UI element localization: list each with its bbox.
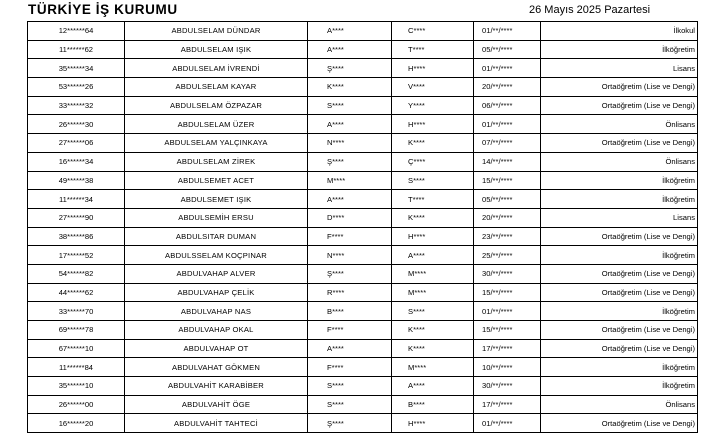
organization-title: TÜRKİYE İŞ KURUMU — [28, 2, 178, 17]
table-row — [28, 339, 698, 358]
education-cell: Lisans — [541, 59, 698, 78]
mother-name-cell: S**** — [392, 302, 474, 321]
education-cell: Ortaöğretim (Lise ve Dengi) — [541, 264, 698, 283]
mother-name-cell: K**** — [392, 339, 474, 358]
table-row — [28, 78, 698, 97]
full-name-cell: ABDULSELAM ZİREK — [125, 152, 308, 171]
mother-name-cell: V**** — [392, 78, 474, 97]
full-name-cell: ABDULSSELAM KOÇPINAR — [125, 246, 308, 265]
father-name-cell: F**** — [308, 321, 392, 340]
table-body — [28, 22, 698, 433]
table-row — [28, 152, 698, 171]
father-name-cell: Ş**** — [308, 264, 392, 283]
education-cell: Ortaöğretim (Lise ve Dengi) — [541, 78, 698, 97]
birth-date-cell: 20/**/**** — [474, 78, 541, 97]
education-cell: İlköğretim — [541, 302, 698, 321]
table-row — [28, 115, 698, 134]
tc-number-cell: 33******32 — [28, 96, 125, 115]
father-name-cell: A**** — [308, 339, 392, 358]
birth-date-cell: 15/**/**** — [474, 321, 541, 340]
full-name-cell: ABDULSELAM YALÇINKAYA — [125, 134, 308, 153]
education-cell: Ortaöğretim (Lise ve Dengi) — [541, 339, 698, 358]
birth-date-cell: 30/**/**** — [474, 264, 541, 283]
full-name-cell: ABDULSELAM ÖZPAZAR — [125, 96, 308, 115]
father-name-cell: N**** — [308, 134, 392, 153]
table-row — [28, 264, 698, 283]
tc-number-cell: 67******10 — [28, 339, 125, 358]
table-row — [28, 227, 698, 246]
father-name-cell: N**** — [308, 246, 392, 265]
table-row — [28, 22, 698, 41]
table-row — [28, 302, 698, 321]
education-cell: İlköğretim — [541, 40, 698, 59]
full-name-cell: ABDULVAHAP ALVER — [125, 264, 308, 283]
full-name-cell: ABDULSITAR DUMAN — [125, 227, 308, 246]
education-cell: Önlisans — [541, 152, 698, 171]
birth-date-cell: 10/**/**** — [474, 358, 541, 377]
father-name-cell: B**** — [308, 302, 392, 321]
tc-number-cell: 26******30 — [28, 115, 125, 134]
mother-name-cell: K**** — [392, 208, 474, 227]
father-name-cell: R**** — [308, 283, 392, 302]
full-name-cell: ABDULSELAM KAYAR — [125, 78, 308, 97]
table-row — [28, 134, 698, 153]
father-name-cell: Ş**** — [308, 414, 392, 433]
table-row — [28, 96, 698, 115]
mother-name-cell: M**** — [392, 358, 474, 377]
birth-date-cell: 17/**/**** — [474, 395, 541, 414]
full-name-cell: ABDULVAHİT KARABİBER — [125, 377, 308, 396]
father-name-cell: S**** — [308, 377, 392, 396]
education-cell: Ortaöğretim (Lise ve Dengi) — [541, 134, 698, 153]
tc-number-cell: 11******84 — [28, 358, 125, 377]
father-name-cell: D**** — [308, 208, 392, 227]
tc-number-cell: 12******64 — [28, 22, 125, 41]
table-row — [28, 171, 698, 190]
table-row — [28, 246, 698, 265]
full-name-cell: ABDULSELAM DÜNDAR — [125, 22, 308, 41]
mother-name-cell: A**** — [392, 246, 474, 265]
birth-date-cell: 20/**/**** — [474, 208, 541, 227]
education-cell: İlköğretim — [541, 171, 698, 190]
education-cell: İlköğretim — [541, 358, 698, 377]
tc-number-cell: 35******34 — [28, 59, 125, 78]
education-cell: İlköğretim — [541, 377, 698, 396]
father-name-cell: A**** — [308, 190, 392, 209]
mother-name-cell: T**** — [392, 190, 474, 209]
mother-name-cell: S**** — [392, 171, 474, 190]
education-cell: Önlisans — [541, 395, 698, 414]
full-name-cell: ABDULSEMET ACET — [125, 171, 308, 190]
birth-date-cell: 05/**/**** — [474, 40, 541, 59]
father-name-cell: S**** — [308, 96, 392, 115]
birth-date-cell: 30/**/**** — [474, 377, 541, 396]
full-name-cell: ABDULSEMET IŞIK — [125, 190, 308, 209]
birth-date-cell: 15/**/**** — [474, 283, 541, 302]
birth-date-cell: 23/**/**** — [474, 227, 541, 246]
full-name-cell: ABDULVAHAP NAS — [125, 302, 308, 321]
tc-number-cell: 16******20 — [28, 414, 125, 433]
tc-number-cell: 33******70 — [28, 302, 125, 321]
table-row — [28, 358, 698, 377]
full-name-cell: ABDULVAHAT GÖKMEN — [125, 358, 308, 377]
tc-number-cell: 11******34 — [28, 190, 125, 209]
table-row — [28, 377, 698, 396]
mother-name-cell: H**** — [392, 227, 474, 246]
tc-number-cell: 16******34 — [28, 152, 125, 171]
birth-date-cell: 01/**/**** — [474, 302, 541, 321]
mother-name-cell: T**** — [392, 40, 474, 59]
tc-number-cell: 27******90 — [28, 208, 125, 227]
mother-name-cell: K**** — [392, 321, 474, 340]
birth-date-cell: 15/**/**** — [474, 171, 541, 190]
education-cell: Ortaöğretim (Lise ve Dengi) — [541, 283, 698, 302]
table-row — [28, 414, 698, 433]
father-name-cell: Ş**** — [308, 152, 392, 171]
education-cell: Önlisans — [541, 115, 698, 134]
education-cell: Ortaöğretim (Lise ve Dengi) — [541, 414, 698, 433]
tc-number-cell: 54******82 — [28, 264, 125, 283]
table-row — [28, 321, 698, 340]
tc-number-cell: 44******62 — [28, 283, 125, 302]
father-name-cell: K**** — [308, 78, 392, 97]
tc-number-cell: 17******52 — [28, 246, 125, 265]
mother-name-cell: M**** — [392, 264, 474, 283]
tc-number-cell: 49******38 — [28, 171, 125, 190]
education-cell: Ortaöğretim (Lise ve Dengi) — [541, 96, 698, 115]
full-name-cell: ABDULSELAM İVRENDİ — [125, 59, 308, 78]
table-row — [28, 190, 698, 209]
father-name-cell: M**** — [308, 171, 392, 190]
page-header — [0, 0, 720, 22]
full-name-cell: ABDULVAHAP OT — [125, 339, 308, 358]
table-row — [28, 208, 698, 227]
table-row — [28, 395, 698, 414]
birth-date-cell: 17/**/**** — [474, 339, 541, 358]
tc-number-cell: 26******00 — [28, 395, 125, 414]
table-row — [28, 283, 698, 302]
full-name-cell: ABDULSELAM IŞIK — [125, 40, 308, 59]
tc-number-cell: 35******10 — [28, 377, 125, 396]
tc-number-cell: 38******86 — [28, 227, 125, 246]
birth-date-cell: 01/**/**** — [474, 115, 541, 134]
birth-date-cell: 05/**/**** — [474, 190, 541, 209]
education-cell: İlköğretim — [541, 190, 698, 209]
education-cell: İlköğretim — [541, 246, 698, 265]
education-cell: Ortaöğretim (Lise ve Dengi) — [541, 227, 698, 246]
mother-name-cell: H**** — [392, 414, 474, 433]
mother-name-cell: C**** — [392, 22, 474, 41]
mother-name-cell: B**** — [392, 395, 474, 414]
education-cell: Ortaöğretim (Lise ve Dengi) — [541, 321, 698, 340]
tc-number-cell: 53******26 — [28, 78, 125, 97]
mother-name-cell: Y**** — [392, 96, 474, 115]
mother-name-cell: K**** — [392, 134, 474, 153]
father-name-cell: Ş**** — [308, 59, 392, 78]
full-name-cell: ABDULVAHİT ÖGE — [125, 395, 308, 414]
birth-date-cell: 01/**/**** — [474, 22, 541, 41]
birth-date-cell: 01/**/**** — [474, 59, 541, 78]
mother-name-cell: H**** — [392, 115, 474, 134]
tc-number-cell: 27******06 — [28, 134, 125, 153]
table-row — [28, 40, 698, 59]
father-name-cell: F**** — [308, 227, 392, 246]
birth-date-cell: 07/**/**** — [474, 134, 541, 153]
mother-name-cell: M**** — [392, 283, 474, 302]
birth-date-cell: 14/**/**** — [474, 152, 541, 171]
full-name-cell: ABDULVAHAP OKAL — [125, 321, 308, 340]
birth-date-cell: 01/**/**** — [474, 414, 541, 433]
full-name-cell: ABDULSELAM ÜZER — [125, 115, 308, 134]
full-name-cell: ABDULSEMİH ERSU — [125, 208, 308, 227]
father-name-cell: A**** — [308, 40, 392, 59]
education-cell: Lisans — [541, 208, 698, 227]
table-row — [28, 59, 698, 78]
tc-number-cell: 69******78 — [28, 321, 125, 340]
education-cell: İlkokul — [541, 22, 698, 41]
father-name-cell: A**** — [308, 115, 392, 134]
mother-name-cell: H**** — [392, 59, 474, 78]
birth-date-cell: 06/**/**** — [474, 96, 541, 115]
mother-name-cell: A**** — [392, 377, 474, 396]
birth-date-cell: 25/**/**** — [474, 246, 541, 265]
father-name-cell: F**** — [308, 358, 392, 377]
father-name-cell: S**** — [308, 395, 392, 414]
applicant-table — [27, 21, 698, 433]
full-name-cell: ABDULVAHİT TAHTECİ — [125, 414, 308, 433]
mother-name-cell: Ç**** — [392, 152, 474, 171]
tc-number-cell: 11******62 — [28, 40, 125, 59]
father-name-cell: A**** — [308, 22, 392, 41]
report-date: 26 Mayıs 2025 Pazartesi — [529, 4, 651, 16]
full-name-cell: ABDULVAHAP ÇELİK — [125, 283, 308, 302]
